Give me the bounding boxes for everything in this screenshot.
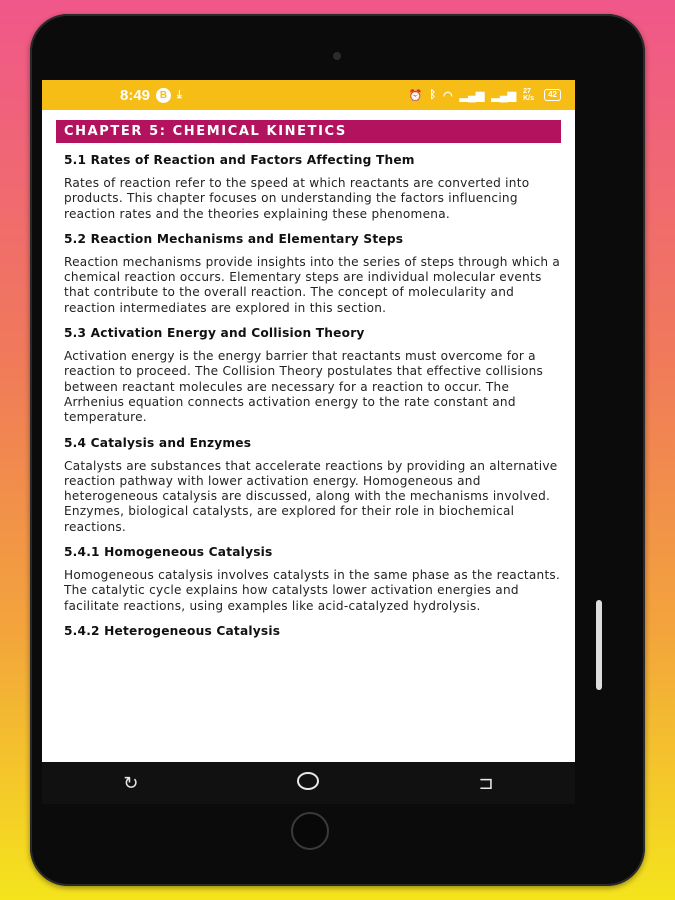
home-circle <box>297 772 319 790</box>
download-icon: ⤓ <box>177 88 182 101</box>
network-speed: 27 K/s <box>523 88 534 102</box>
section-heading: 5.1 Rates of Reaction and Factors Affecting Them <box>64 153 415 167</box>
side-key <box>596 600 602 690</box>
chapter-title: CHAPTER 5: CHEMICAL KINETICS <box>56 120 561 143</box>
section-body: Activation energy is the energy barrier that reactants must overcome for a reaction to proceed. The Collision Theory postulates that effective collisions between reactant molecules are necessary for a reaction to occur. The Arrhenius equation connects activation energy to the rate constant and temperature. <box>64 349 544 425</box>
section-heading: 5.4 Catalysis and Enzymes <box>64 435 252 450</box>
section-5-4-1 <box>56 545 561 614</box>
navigation-bar <box>42 762 575 804</box>
battery-icon <box>544 89 561 101</box>
reader-content <box>42 110 575 638</box>
back-icon[interactable]: ↻ <box>123 772 139 794</box>
bluetooth-icon: ᛒ <box>429 89 437 101</box>
home-icon[interactable] <box>288 772 328 795</box>
section-5-2 <box>56 232 561 316</box>
status-left <box>120 87 182 104</box>
section-body: Reaction mechanisms provide insights into the series of steps through which a chemical reaction occurs. Elementary steps are individual molecular events that contribute to the overall reaction. The concept of molecularity and reaction intermediates are explored in this section. <box>64 254 561 315</box>
alarm-icon: ⏰ <box>408 89 423 102</box>
section-body: Rates of reaction refer to the speed at which reactants are converted into products. This chapter focuses on understanding the factors influencing reaction rates and the theories explaining these phenomena. <box>64 176 530 221</box>
section-5-1 <box>56 153 561 222</box>
section-body: Homogeneous catalysis involves catalysts in the same phase as the reactants. The catalytic cycle explains how catalysts lower activation energies and facilitate reactions, using examples like acid-catalyzed hydrolysis. <box>64 568 561 613</box>
section-heading: 5.2 Reaction Mechanisms and Elementary Steps <box>64 231 404 246</box>
signal-icon: ▂▄▆ <box>491 89 517 102</box>
camera-icon <box>333 52 341 60</box>
wifi-icon: ◠ <box>443 89 453 102</box>
status-time: 8:49 <box>120 86 151 104</box>
notification-badge-icon: B <box>156 88 171 103</box>
section-body: Catalysts are substances that accelerate reactions by providing an alternative reaction pathway with lower activation energy. Homogeneous and heterogeneous catalysis are discussed, along with the mechanisms involved. Enzymes, biological catalysts, are explored for their role in biochemical reactions. <box>64 458 558 534</box>
section-5-4-2 <box>56 624 561 638</box>
section-5-4 <box>56 436 561 535</box>
signal-icon: ▂▄▆ <box>459 89 485 102</box>
status-bar <box>42 80 575 110</box>
status-right <box>409 88 561 102</box>
device-screen <box>42 80 575 762</box>
section-5-3 <box>56 326 561 425</box>
battery-level: 42 <box>548 90 557 99</box>
section-heading: 5.4.2 Heterogeneous Catalysis <box>64 623 281 638</box>
section-heading: 5.3 Activation Energy and Collision Theory <box>64 326 365 341</box>
recents-icon[interactable]: ⊐ <box>478 772 494 794</box>
hardware-home-button[interactable] <box>291 812 329 850</box>
section-heading: 5.4.1 Homogeneous Catalysis <box>64 545 273 560</box>
